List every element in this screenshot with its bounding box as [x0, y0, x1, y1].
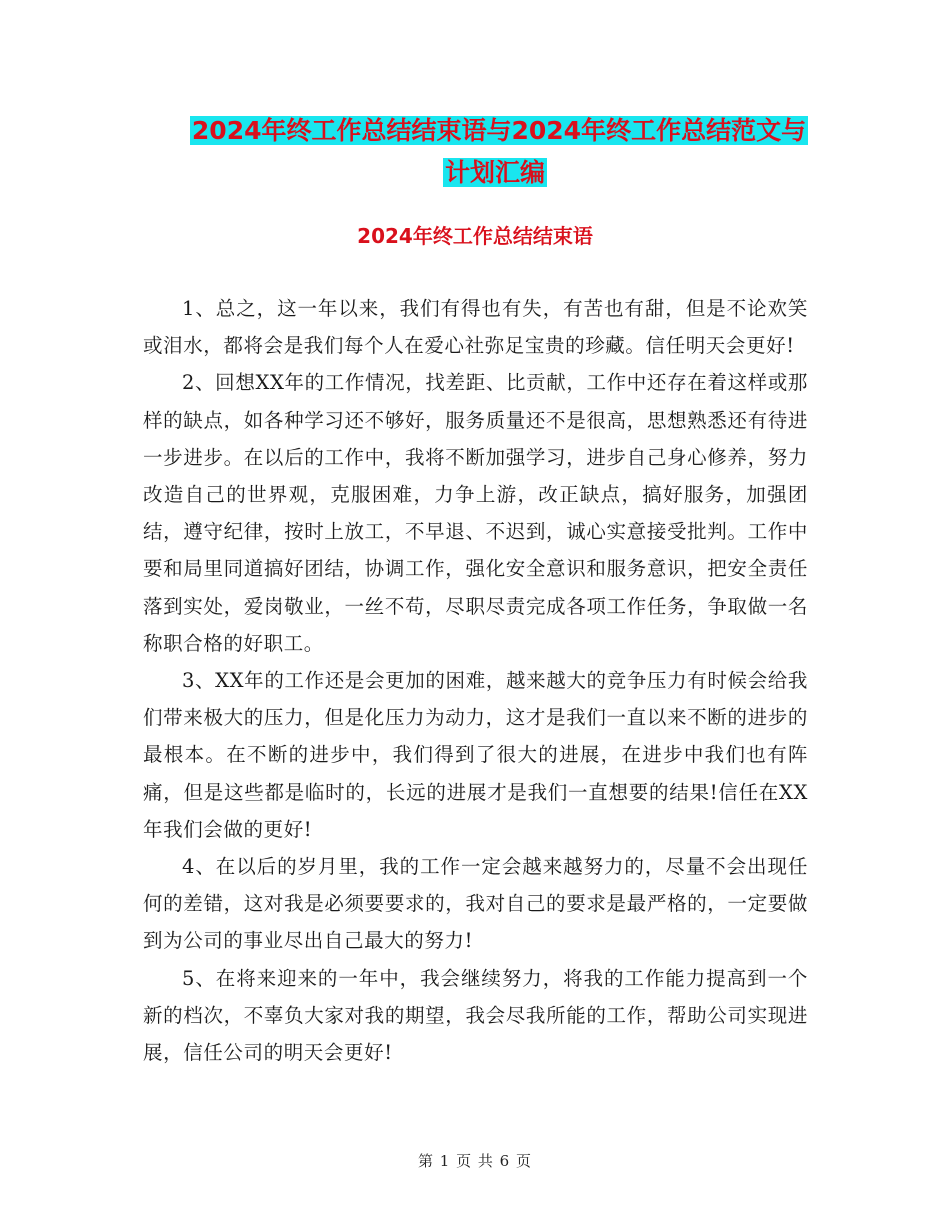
document-title-line-2: [20, 153, 950, 193]
paragraph-4: 4、在以后的岁月里，我的工作一定会越来越努力的，尽量不会出现任何的差错，这对我是必须要要求的，我对自己的要求是最严格的，一定要做到为公司的事业尽出自己最大的努力!: [143, 855, 808, 953]
page-footer: 第 1 页 共 6 页: [418, 1152, 532, 1170]
paragraph-2: 2、回想XX年的工作情况，找差距、比贡献，工作中还存在着这样或那样的缺点，如各种学习还不够好，服务质量还不是很高，思想熟悉还有待进一步进步。在以后的工作中，我将不断加强学习，进步自己身心修养，努力改造自己的世界观，克服困难，力争上游，改正缺点，搞好服务，加强团结，遵守纪律，按时上放工，不早退、不迟到，诚心实意接受批判。工作中要和局里同道搞好团结，协调工作，强化安全意识和服务意识，把安全责任落到实处，爱岗敬业，一丝不苟，尽职尽责完成各项工作任务，争取做一名称职合格的好职工。: [143, 371, 808, 655]
document-title-text-2: 计划汇编: [444, 158, 545, 187]
paragraph-3: 3、XX年的工作还是会更加的困难，越来越大的竞争压力有时候会给我们带来极大的压力，但是化压力为动力，这才是我们一直以来不断的进步的最根本。在不断的进步中，我们得到了很大的进展，在进步中我们也有阵痛，但是这些都是临时的，长远的进展才是我们一直想要的结果!信任在XX年我们会做的更好!: [143, 669, 808, 841]
document-title-line-1: [24, 111, 950, 151]
section-title: 2024年终工作总结结束语: [357, 224, 593, 248]
document-title-text-1: 2024年终工作总结结束语与2024年终工作总结范文与: [191, 116, 807, 145]
paragraph-1: 1、总之，这一年以来，我们有得也有失，有苦也有甜，但是不论欢笑或泪水，都将会是我们每个人在爱心社弥足宝贵的珍藏。信任明天会更好!: [143, 297, 808, 358]
paragraph-5: 5、在将来迎来的一年中，我会继续努力，将我的工作能力提高到一个新的档次，不辜负大家对我的期望，我会尽我所能的工作，帮助公司实现进展，信任公司的明天会更好!: [143, 966, 808, 1065]
document-body: [143, 290, 808, 1071]
